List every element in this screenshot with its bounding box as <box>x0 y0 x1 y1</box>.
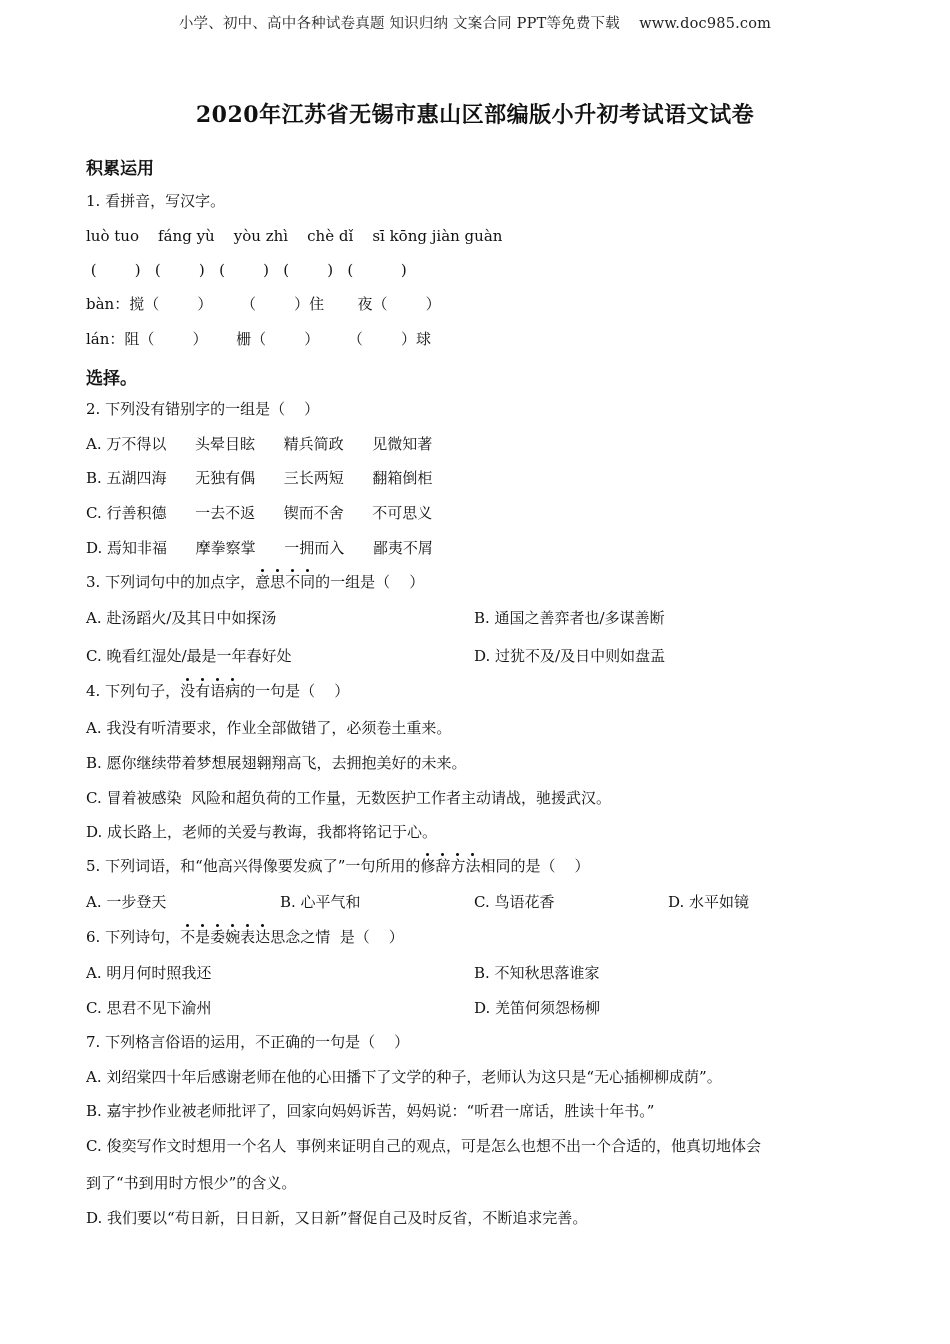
question-7-option-c-line2: 到了“书到用时方恨少”的含义。 <box>86 1174 297 1192</box>
question-3-stem <box>86 572 424 592</box>
question-4-stem-emphasis <box>180 682 240 700</box>
top-banner[interactable]: 小学、初中、高中各种试卷真题 知识归纳 文案合同 PPT等免费下载 www.doc985.com <box>178 16 772 32</box>
question-6-stem-emphasis <box>180 928 270 946</box>
emphasis-char: 不 <box>180 928 196 946</box>
question-5-stem <box>86 856 590 876</box>
question-1-lan-row: lán：阻（ ） 栅（ ） （ ）球 <box>86 330 432 348</box>
emphasis-char: 不 <box>285 573 301 591</box>
question-1-ban-row: bàn：搅（ ） （ ）住 夜（ ） <box>86 295 441 313</box>
emphasis-char: 思 <box>270 573 286 591</box>
question-4-stem-post: 的一句是（ ） <box>240 682 350 700</box>
question-3-stem-emphasis <box>255 573 315 591</box>
question-4-option-c: C. 冒着被感染 风险和超负荷的工作量，无数医护工作者主动请战，驰援武汉。 <box>86 789 612 807</box>
section-heading-choice: 选择。 <box>86 369 137 389</box>
question-2-option-a: A. 万不得以 头晕目眩 精兵简政 见微知著 <box>86 435 433 453</box>
question-5-option-d: D. 水平如镜 <box>668 893 750 911</box>
question-7-option-c-line1: C. 俊奕写作文时想用一个名人 事例来证明自己的观点，可是怎么也想不出一个合适的，他真切地体会 <box>86 1137 762 1155</box>
emphasis-char: 方 <box>450 857 466 875</box>
emphasis-char: 修 <box>420 857 436 875</box>
emphasis-char: 是 <box>195 928 211 946</box>
question-4-option-d: D. 成长路上，老师的关爱与教诲，我都将铭记于心。 <box>86 823 438 841</box>
emphasis-char: 语 <box>210 682 226 700</box>
emphasis-char: 有 <box>195 682 211 700</box>
question-3-option-c: C. 晚看红湿处/最是一年春好处 <box>86 647 292 665</box>
question-3-stem-post: 的一组是（ ） <box>315 573 425 591</box>
question-3-option-a: A. 赴汤蹈火/及其日中如探汤 <box>86 609 277 627</box>
question-7-stem: 7. 下列格言俗语的运用，不正确的一句是（ ） <box>86 1033 410 1051</box>
emphasis-char: 同 <box>300 573 316 591</box>
question-1-blanks: ( ) ( ) ( ) ( ) ( ) <box>86 261 407 279</box>
emphasis-char: 委 <box>210 928 226 946</box>
question-5-stem-post: 相同的是（ ） <box>480 857 590 875</box>
question-7-option-a: A. 刘绍棠四十年后感谢老师在他的心田播下了文学的种子，老师认为这只是“无心插柳柳成荫”。 <box>86 1068 722 1086</box>
question-4-option-b: B. 愿你继续带着梦想展翅翱翔高飞，去拥抱美好的未来。 <box>86 754 467 772</box>
question-4-stem-pre: 4. 下列句子， <box>86 682 181 700</box>
question-2-option-d: D. 焉知非福 摩拳察掌 一拥而入 鄙夷不屑 <box>86 539 433 557</box>
emphasis-char: 婉 <box>225 928 241 946</box>
question-5-stem-emphasis <box>420 857 480 875</box>
question-2-option-c: C. 行善积德 一去不返 锲而不舍 不可思义 <box>86 504 433 522</box>
question-6-option-d: D. 羌笛何须怨杨柳 <box>474 999 601 1017</box>
emphasis-char: 法 <box>465 857 481 875</box>
question-7-option-b: B. 嘉宇抄作业被老师批评了，回家向妈妈诉苦，妈妈说：“听君一席话，胜读十年书。” <box>86 1102 655 1120</box>
question-2-stem: 2. 下列没有错别字的一组是（ ） <box>86 400 320 418</box>
question-1-stem: 1. 看拼音，写汉字。 <box>86 192 226 210</box>
question-4-option-a: A. 我没有听清要求，作业全部做错了，必须卷土重来。 <box>86 719 452 737</box>
question-6-option-a: A. 明月何时照我还 <box>86 964 212 982</box>
question-2-option-b: B. 五湖四海 无独有偶 三长两短 翻箱倒柜 <box>86 469 433 487</box>
question-5-option-c: C. 鸟语花香 <box>474 893 555 911</box>
emphasis-char: 辞 <box>435 857 451 875</box>
section-heading-accumulation: 积累运用 <box>86 159 154 179</box>
question-6-stem-pre: 6. 下列诗句， <box>86 928 181 946</box>
question-3-option-d: D. 过犹不及/及日中则如盘盂 <box>474 647 666 665</box>
question-6-option-c: C. 思君不见下渝州 <box>86 999 212 1017</box>
question-5-stem-pre: 5. 下列词语，和“他高兴得像要发疯了”一句所用的 <box>86 857 421 875</box>
question-1-pinyin: luò tuo fáng yù yòu zhì chè dǐ sī kōng jiàn guàn <box>86 227 503 245</box>
question-7-option-d: D. 我们要以“苟日新，日日新，又日新”督促自己及时反省，不断追求完善。 <box>86 1209 588 1227</box>
question-6-option-b: B. 不知秋思落谁家 <box>474 964 600 982</box>
question-6-stem <box>86 927 404 947</box>
emphasis-char: 意 <box>255 573 271 591</box>
question-6-stem-post: 思念之情 是（ ） <box>270 928 404 946</box>
question-3-option-b: B. 通国之善弈者也/多谋善断 <box>474 609 665 627</box>
emphasis-char: 没 <box>180 682 196 700</box>
question-5-option-b: B. 心平气和 <box>280 893 361 911</box>
question-5-option-a: A. 一步登天 <box>86 893 167 911</box>
emphasis-char: 表 <box>240 928 256 946</box>
emphasis-char: 达 <box>255 928 271 946</box>
question-4-stem <box>86 681 349 701</box>
question-3-stem-pre: 3. 下列词句中的加点字， <box>86 573 256 591</box>
document-title: 2020年江苏省无锡市惠山区部编版小升初考试语文试卷 <box>195 102 755 128</box>
emphasis-char: 病 <box>225 682 241 700</box>
